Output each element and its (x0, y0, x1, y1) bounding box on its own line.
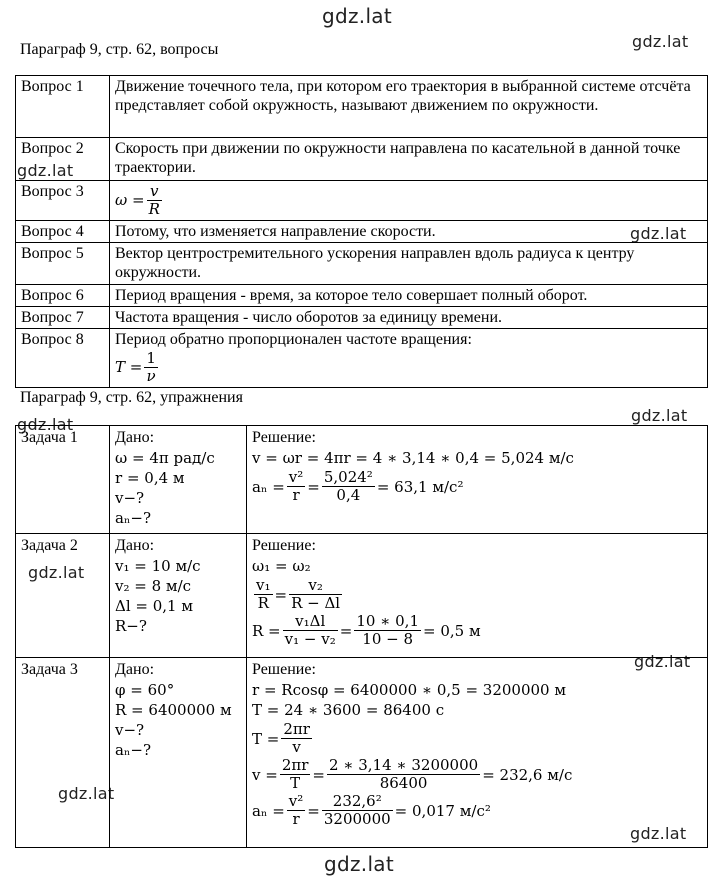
task-label: Задача 1 (16, 426, 110, 534)
solution-line: r = Rcosφ = 6400000 ∗ 0,5 = 3200000 м (252, 681, 567, 699)
given-item: R−? (115, 617, 147, 635)
question-label: Вопрос 5 (16, 243, 110, 285)
question-label: Вопрос 3 (16, 181, 110, 221)
solution-formula (252, 469, 702, 504)
given-item: φ = 60° (115, 681, 175, 699)
watermark-right-3: gdz.lat (631, 406, 688, 425)
fraction (327, 757, 480, 792)
question-row (16, 138, 708, 181)
watermark-bottom: gdz.lat (324, 852, 395, 876)
fraction-numerator: 2πr (283, 720, 310, 738)
answer-text: Период обратно пропорционален частоте вращения: (115, 331, 472, 348)
fraction (289, 577, 342, 612)
given-item: aₙ−? (115, 509, 152, 527)
solution-title: Решение: (252, 429, 316, 446)
fraction (322, 793, 393, 828)
watermark-right-2: gdz.lat (630, 224, 687, 243)
question-label: Вопрос 2 (16, 138, 110, 181)
given-item: v₂ = 8 м/с (115, 577, 192, 595)
watermark-right-4: gdz.lat (634, 652, 691, 671)
task-row (16, 426, 708, 534)
fraction-denominator: R − Δl (291, 594, 341, 612)
formula-lhs: T = (252, 729, 280, 748)
solution-line: v = ωr = 4πr = 4 ∗ 3,14 ∗ 0,4 = 5,024 м/с (252, 449, 574, 467)
task-given (110, 658, 247, 848)
fraction (254, 577, 273, 612)
task-solution (247, 658, 708, 848)
equals-sign: = (307, 477, 320, 496)
formula-lhs: R = (252, 621, 281, 640)
question-row (16, 307, 708, 329)
fraction-numerator: 1 (146, 349, 156, 367)
question-label: Вопрос 7 (16, 307, 110, 329)
given-item: Δl = 0,1 м (115, 597, 194, 615)
fraction-numerator: v₁ (256, 576, 271, 594)
watermark-left-1: gdz.lat (17, 161, 74, 180)
solution-line: T = 24 ∗ 3600 = 86400 с (252, 701, 445, 719)
watermark-top: gdz.lat (322, 4, 393, 28)
given-item: r = 0,4 м (115, 469, 185, 487)
task-row (16, 534, 708, 658)
fraction (280, 757, 311, 792)
solution-formula (252, 613, 702, 648)
question-answer: Скорость при движении по окружности направлена по касательной в данной точке траектории. (110, 138, 708, 181)
fraction-denominator: v₁ − v₂ (284, 630, 336, 648)
task-row (16, 658, 708, 848)
equals-sign: = (339, 621, 353, 640)
fraction-denominator: 10 − 8 (362, 630, 414, 648)
formula-result: = 63,1 м/с² (376, 477, 464, 496)
given-item: v−? (115, 489, 145, 507)
given-item: R = 6400000 м (115, 701, 232, 719)
fraction (287, 469, 306, 504)
questions-table (15, 75, 708, 388)
fraction-denominator: 3200000 (323, 810, 391, 828)
formula-lhs: T = (115, 358, 143, 376)
equals-sign: = (274, 585, 288, 604)
question-answer: Период вращения - время, за которое тело совершает полный оборот. (110, 285, 708, 307)
formula-result: = 0,5 м (423, 621, 481, 640)
question-answer: Движение точечного тела, при котором его траектория в выбранной системе отсчёта представляет собой окружность, называют движением по окружности. (110, 76, 708, 138)
fraction-denominator: r (292, 486, 300, 504)
fraction-denominator: 86400 (379, 774, 428, 792)
fraction-numerator: 5,024² (323, 468, 373, 486)
fraction (322, 469, 375, 504)
fraction-numerator: v² (288, 792, 304, 810)
question-answer: Вектор центростремительного ускорения направлен вдоль радиуса к центру окружности. (110, 243, 708, 285)
fraction (147, 183, 162, 218)
watermark-left-3: gdz.lat (28, 563, 85, 582)
fraction-denominator: 0,4 (336, 486, 361, 504)
formula-lhs: ω = (115, 191, 145, 209)
equals-sign: = (312, 765, 325, 784)
question-answer: Потому, что изменяется направление скорости. (110, 221, 708, 243)
question-label: Вопрос 1 (16, 76, 110, 138)
task-given (110, 534, 247, 658)
fraction-numerator: 232,6² (322, 793, 393, 811)
fraction-numerator: 2 ∗ 3,14 ∗ 3200000 (328, 756, 479, 774)
solution-formula (252, 793, 702, 828)
question-row (16, 243, 708, 285)
task-solution (247, 534, 708, 658)
question-row (16, 181, 708, 221)
solution-title: Решение: (252, 661, 316, 678)
fraction-denominator: r (292, 810, 300, 828)
watermark-right-5: gdz.lat (630, 824, 687, 843)
task-solution (247, 426, 708, 534)
question-answer (110, 329, 708, 388)
formula-lhs: v = (252, 765, 278, 784)
fraction-denominator: T (290, 774, 301, 792)
given-item: ω = 4π рад/с (115, 449, 215, 467)
fraction-numerator: 2πr (281, 756, 309, 774)
heading-questions: Параграф 9, стр. 62, вопросы (20, 41, 219, 58)
given-title: Дано: (115, 537, 155, 554)
question-row (16, 285, 708, 307)
fraction (281, 721, 312, 756)
question-row (16, 221, 708, 243)
question-label: Вопрос 8 (16, 329, 110, 388)
watermark-right-1: gdz.lat (632, 32, 689, 51)
fraction-denominator: R (257, 594, 269, 612)
heading-exercises: Параграф 9, стр. 62, упражнения (20, 389, 243, 406)
given-title: Дано: (115, 661, 155, 678)
fraction-numerator: 10 ∗ 0,1 (356, 612, 419, 630)
formula-result: = 0,017 м/с² (394, 801, 491, 820)
solution-formula (252, 577, 702, 612)
fraction (287, 793, 306, 828)
question-answer (110, 181, 708, 221)
fraction-denominator: R (148, 200, 160, 218)
formula-result: = 232,6 м/с (482, 765, 573, 784)
given-item: v₁ = 10 м/с (115, 557, 201, 575)
question-row (16, 329, 708, 388)
watermark-left-4: gdz.lat (58, 784, 115, 803)
question-answer: Частота вращения - число оборотов за единицу времени. (110, 307, 708, 329)
fraction (283, 613, 338, 648)
fraction-numerator: v² (288, 468, 304, 486)
question-label: Вопрос 4 (16, 221, 110, 243)
solution-formula (252, 721, 702, 756)
task-label: Задача 3 (16, 658, 110, 848)
solution-line: ω₁ = ω₂ (252, 557, 311, 575)
question-row (16, 76, 708, 138)
fraction-numerator: v₁Δl (283, 613, 338, 631)
formula-lhs: aₙ = (252, 801, 285, 820)
equals-sign: = (307, 801, 320, 820)
given-item: aₙ−? (115, 741, 152, 759)
task-given (110, 426, 247, 534)
formula-lhs: aₙ = (252, 477, 285, 496)
watermark-left-2: gdz.lat (17, 415, 74, 434)
question-label: Вопрос 6 (16, 285, 110, 307)
fraction-numerator: v (147, 183, 162, 201)
fraction (144, 350, 158, 385)
given-title: Дано: (115, 429, 155, 446)
given-item: v−? (115, 721, 145, 739)
fraction-denominator: v (292, 738, 301, 756)
tasks-table (15, 425, 708, 848)
solution-title: Решение: (252, 537, 316, 554)
fraction-denominator: ν (146, 367, 156, 385)
task-label: Задача 2 (16, 534, 110, 658)
fraction-numerator: v₂ (289, 577, 342, 595)
fraction (354, 613, 421, 648)
solution-formula (252, 757, 702, 792)
